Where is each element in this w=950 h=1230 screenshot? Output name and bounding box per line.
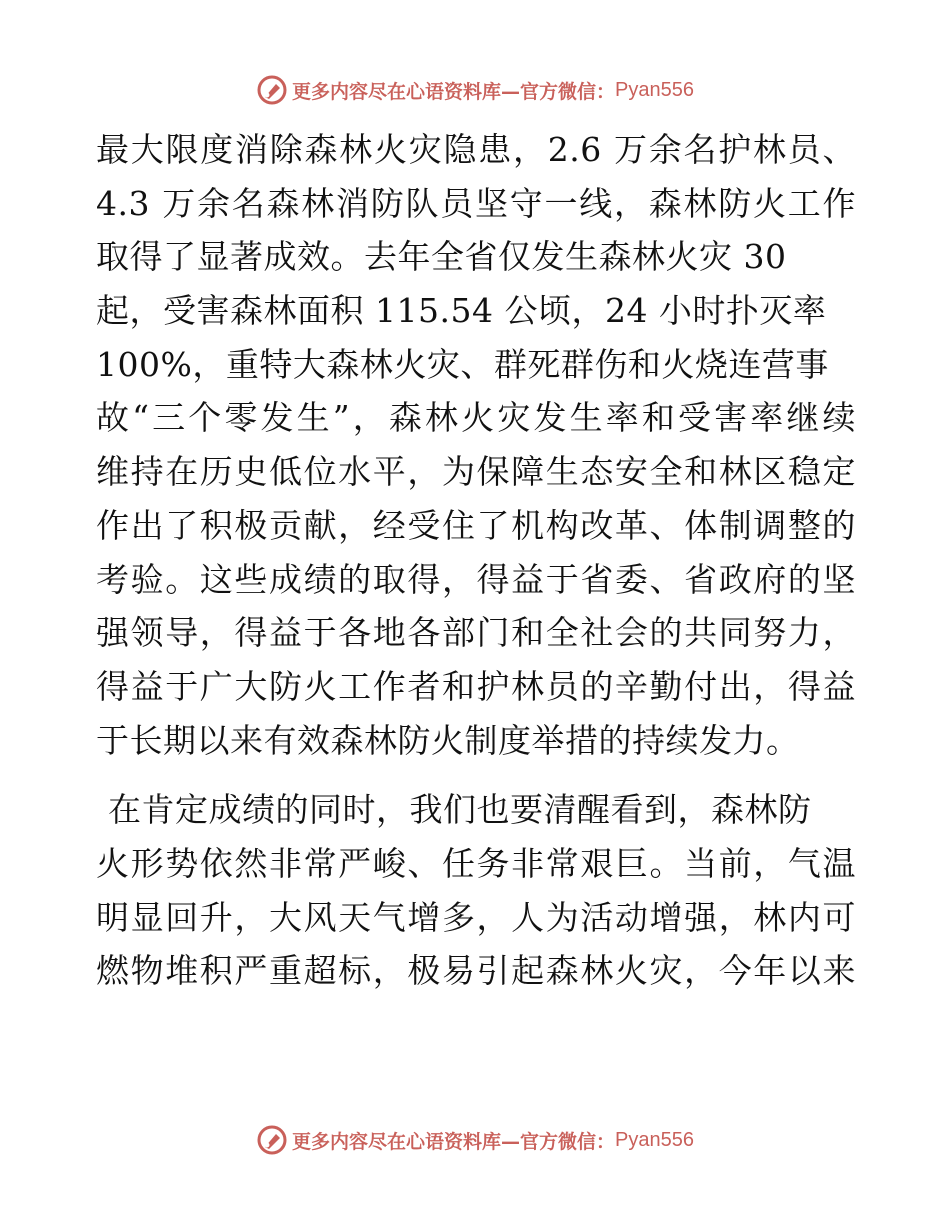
pen-nib-logo-icon xyxy=(256,1124,288,1156)
text-line: 得益于广大防火工作者和护林员的辛勤付出，得益 xyxy=(96,666,856,706)
pen-nib-logo-icon xyxy=(256,74,288,106)
watermark-text: 更多内容尽在心语资料库—官方微信： xyxy=(292,80,616,103)
text-line: 维持在历史低位水平，为保障生态安全和林区稳定 xyxy=(96,452,856,492)
text-line: 明显回升，大风天气增多，人为活动增强，林内可 xyxy=(96,897,856,937)
text-line: 燃物堆积严重超标，极易引起森林火灾，今年以来 xyxy=(96,951,856,991)
text-line: 取得了显著成效。去年全省仅发生森林火灾 30 xyxy=(96,237,787,277)
text-line: 起，受害森林面积 115.54 公顷，24 小时扑灭率 xyxy=(96,291,827,331)
text-line: 强领导，得益于各地各部门和全社会的共同努力， xyxy=(96,613,856,653)
text-line: 最大限度消除森林火灾隐患，2.6 万余名护林员、 xyxy=(96,130,856,169)
text-line: 在肯定成绩的同时，我们也要清醒看到，森林防 xyxy=(108,790,812,830)
watermark-wechat-id: Pyan556 xyxy=(615,78,694,101)
text-line: 100%，重特大森林火灾、群死群伤和火烧连营事 xyxy=(96,344,829,384)
text-line: 故“三个零发生”，森林火灾发生率和受害率继续 xyxy=(96,398,856,438)
footer-watermark xyxy=(0,1122,950,1158)
document-body xyxy=(96,123,856,998)
text-line: 考验。这些成绩的取得，得益于省委、省政府的坚 xyxy=(96,559,856,599)
text-line: 作出了积极贡献，经受住了机构改革、体制调整的 xyxy=(96,505,856,545)
paragraph-2 xyxy=(96,783,856,998)
paragraph-1 xyxy=(96,123,856,767)
text-line: 4.3 万余名森林消防队员坚守一线，森林防火工作 xyxy=(96,183,856,223)
watermark-text: 更多内容尽在心语资料库—官方微信： xyxy=(292,1130,616,1153)
text-line: 火形势依然非常严峻、任务非常艰巨。当前，气温 xyxy=(96,843,856,883)
watermark-wechat-id: Pyan556 xyxy=(615,1128,694,1151)
header-watermark xyxy=(0,72,950,108)
paragraph-gap xyxy=(96,767,856,783)
text-line: 于长期以来有效森林防火制度举措的持续发力。 xyxy=(96,720,800,760)
